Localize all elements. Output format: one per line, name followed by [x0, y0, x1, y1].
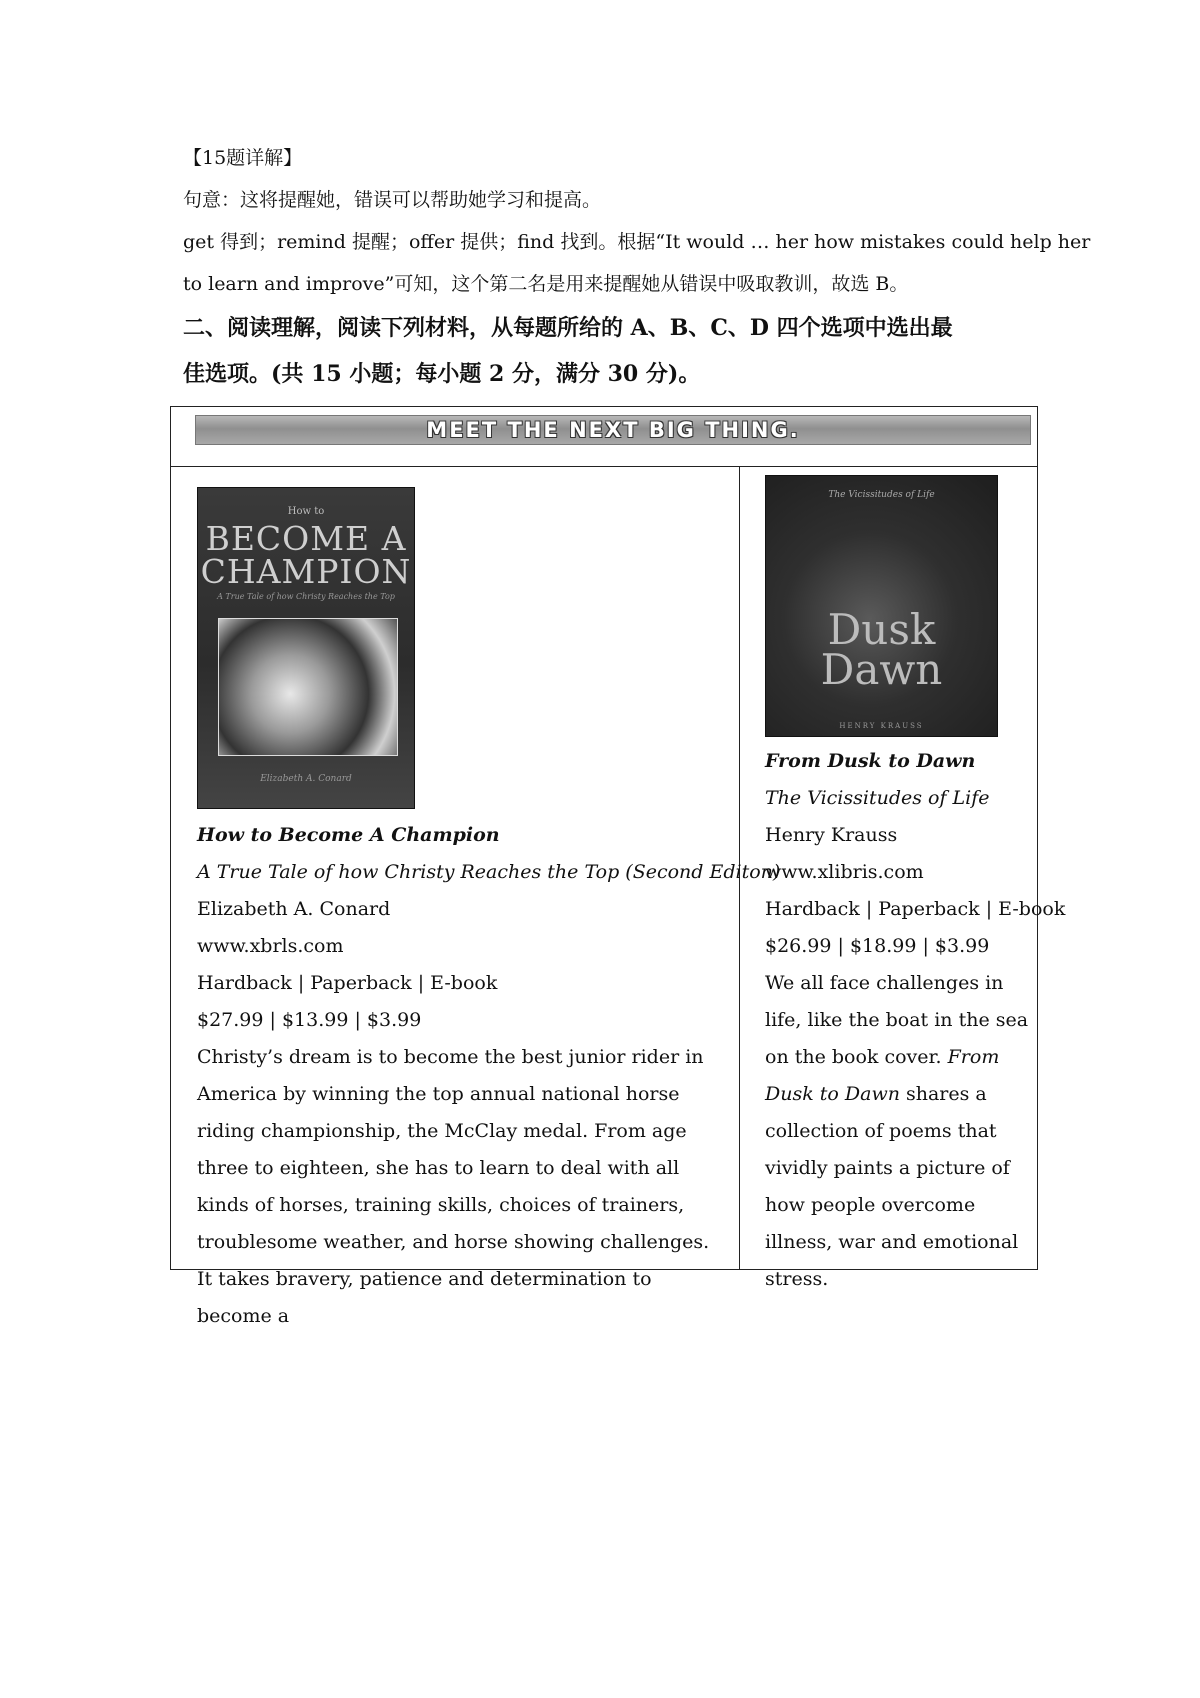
explanation-line-2: to learn and improve”可知，这个第二名是用来提醒她从错误中吸取教训，故选 B。	[183, 273, 909, 295]
book-1-cover-small-text: How to	[287, 506, 325, 517]
book-2-prices: $26.99 | $18.99 | $3.99	[765, 935, 990, 957]
book-1-cover-title	[198, 519, 414, 591]
book-2-author: Henry Krauss	[765, 824, 898, 846]
book-1-title: How to Become A Champion	[197, 824, 500, 846]
section-heading-line-1: 二、阅读理解，阅读下列材料，从每题所给的 A、B、C、D 四个选项中选出最	[183, 315, 953, 341]
book-1-subtitle: A True Tale of how Christy Reaches the Top (Second Editon)	[197, 861, 781, 883]
book-2-cover-image	[765, 475, 998, 737]
book-1-column	[197, 487, 781, 1335]
book-2-subtitle: The Vicissitudes of Life	[765, 787, 990, 809]
banner-row	[171, 407, 1037, 467]
explanation-line-1: get 得到；remind 提醒；offer 提供；find 找到。根据“It would … her how mistakes could help her	[183, 231, 1091, 253]
book-2-description-part-1: We all face challenges in life, like the boat in the sea on the book cover.	[765, 972, 1029, 1068]
section-heading-line-2: 佳选项。(共 15 小题；每小题 2 分，满分 30 分)。	[183, 361, 701, 387]
book-2-cover-small-text: The Vicissitudes of Life	[828, 490, 935, 500]
book-2-cover-title-line-1: Dusk	[827, 605, 936, 654]
horse-rider-photo	[218, 618, 398, 756]
advertisement-table	[170, 406, 1066, 1327]
book-1-website: www.xbrls.com	[197, 935, 344, 957]
banner	[195, 415, 1031, 445]
book-1-cover-author: Elizabeth A. Conard	[260, 774, 352, 784]
explanation-heading: 【15题详解】	[183, 147, 303, 169]
book-2-cover-author: HENRY KRAUSS	[839, 722, 924, 730]
book-1-cover-subtitle: A True Tale of how Christy Reaches the Top	[217, 592, 395, 601]
book-2-description-title: From Dusk to Dawn	[765, 1046, 1000, 1105]
banner-text: MEET THE NEXT BIG THING.	[426, 418, 800, 442]
book-2-title: From Dusk to Dawn	[765, 750, 976, 772]
book-1-formats: Hardback | Paperback | E-book	[197, 972, 498, 994]
book-1-cover-title-line-2: CHAMPION	[200, 552, 412, 591]
explanation-meaning: 句意：这将提醒她，错误可以帮助她学习和提高。	[183, 189, 602, 211]
book-1-author: Elizabeth A. Conard	[197, 898, 391, 920]
book-2-cover-title-line-2: Dawn	[820, 645, 943, 694]
book-1-cover-image	[197, 487, 415, 809]
book-2-column	[765, 475, 1066, 1298]
book-1-description: Christy’s dream is to become the best junior rider in America by winning the top annual national horse riding championship, the McClay medal. From age three to eighteen, she has to learn to deal with all kinds of horses, training skills, choices of trainers, troublesome weather, and horse showing challenges. It takes bravery, patience and determination to become a	[197, 1046, 710, 1327]
book-1-prices: $27.99 | $13.99 | $3.99	[197, 1009, 422, 1031]
book-2-website: www.xlibris.com	[765, 861, 924, 883]
book-2-description	[765, 965, 1030, 1298]
book-2-cover-title	[766, 605, 997, 694]
book-2-description-part-2: shares a collection of poems that vividly paints a picture of how people overcome illness, war and emotional stress.	[765, 1083, 1019, 1290]
book-2-formats: Hardback | Paperback | E-book	[765, 898, 1066, 920]
book-1-cover-title-line-1: BECOME A	[205, 519, 407, 558]
